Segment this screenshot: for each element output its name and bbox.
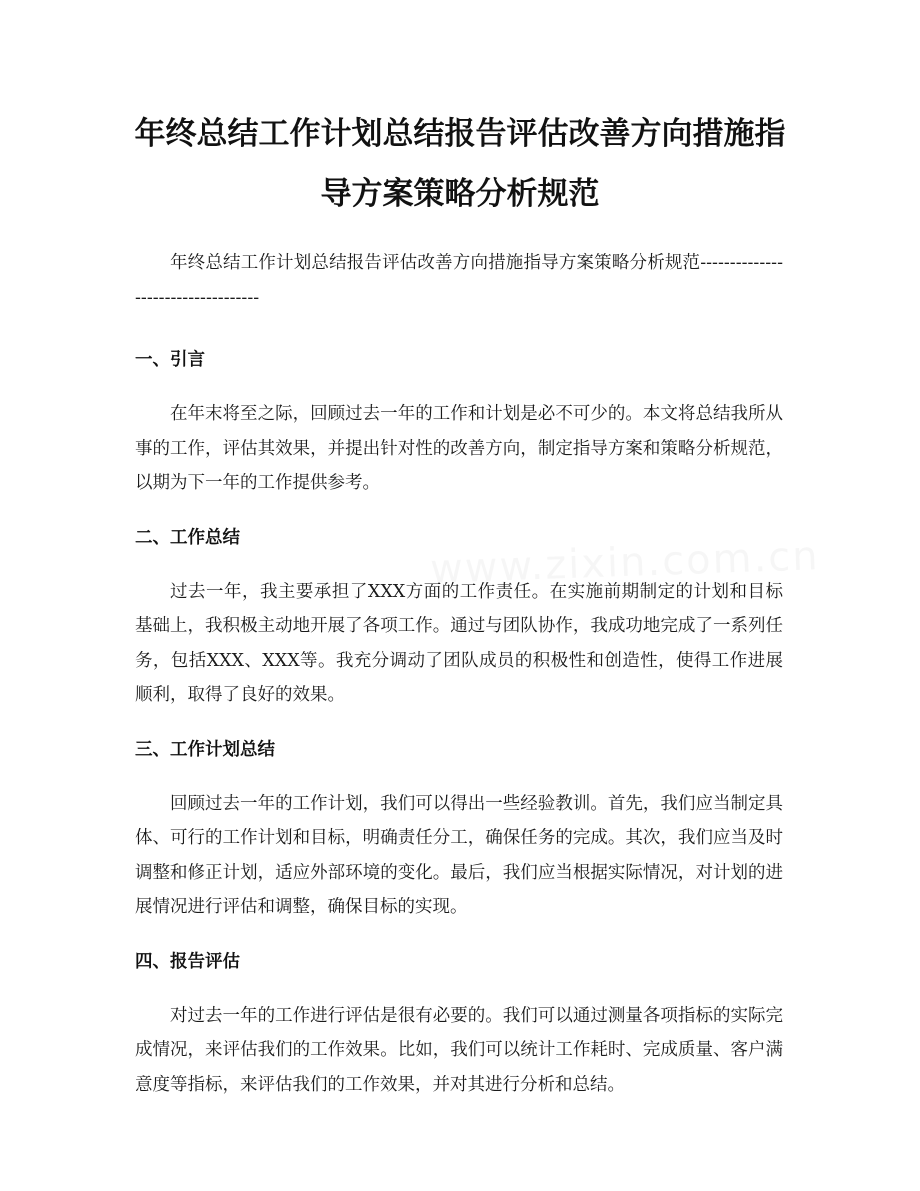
section-heading: 二、工作总结 xyxy=(135,527,240,548)
section-heading: 四、报告评估 xyxy=(135,951,240,972)
document-body xyxy=(135,246,783,1122)
document-title: 年终总结工作计划总结报告评估改善方向措施指导方案策略分析规范 xyxy=(134,116,786,212)
section-heading: 一、引言 xyxy=(135,350,205,370)
section-introduction xyxy=(135,343,783,501)
section-paragraph: 在年末将至之际，回顾过去一年的工作和计划是必不可少的。本文将总结我所从事的工作，评估其效果，并提出针对性的改善方向，制定指导方案和策略分析规范，以期为下一年的工作提供参考。 xyxy=(135,404,783,493)
section-plan-summary xyxy=(135,733,783,925)
section-paragraph: 回顾过去一年的工作计划，我们可以得出一些经验教训。首先，我们应当制定具体、可行的工作计划和目标，明确责任分工，确保任务的完成。其次，我们应当及时调整和修正计划，适应外部环境的变化。最后，我们应当根据实际情况，对计划的进展情况进行评估和调整，确保目标的实现。 xyxy=(135,793,783,917)
section-paragraph: 过去一年，我主要承担了XXX方面的工作责任。在实施前期制定的计划和目标基础上，我积极主动地开展了各项工作。通过与团队协作，我成功地完成了一系列任务，包括XXX、XXX等。我充分调动了团队成员的积极性和创造性，使得工作进展顺利，取得了良好的效果。 xyxy=(135,581,783,705)
intro-paragraph: 年终总结工作计划总结报告评估改善方向措施指导方案策略分析规范----------------------------------- xyxy=(135,253,783,308)
section-heading: 三、工作计划总结 xyxy=(135,739,275,760)
section-paragraph: 对过去一年的工作进行评估是很有必要的。我们可以通过测量各项指标的实际完成情况，来评估我们的工作效果。比如，我们可以统计工作耗时、完成质量、客户满意度等指标，来评估我们的工作效果，并对其进行分析和总结。 xyxy=(135,1005,783,1095)
section-report-evaluation xyxy=(135,945,783,1103)
section-work-summary xyxy=(135,521,783,713)
